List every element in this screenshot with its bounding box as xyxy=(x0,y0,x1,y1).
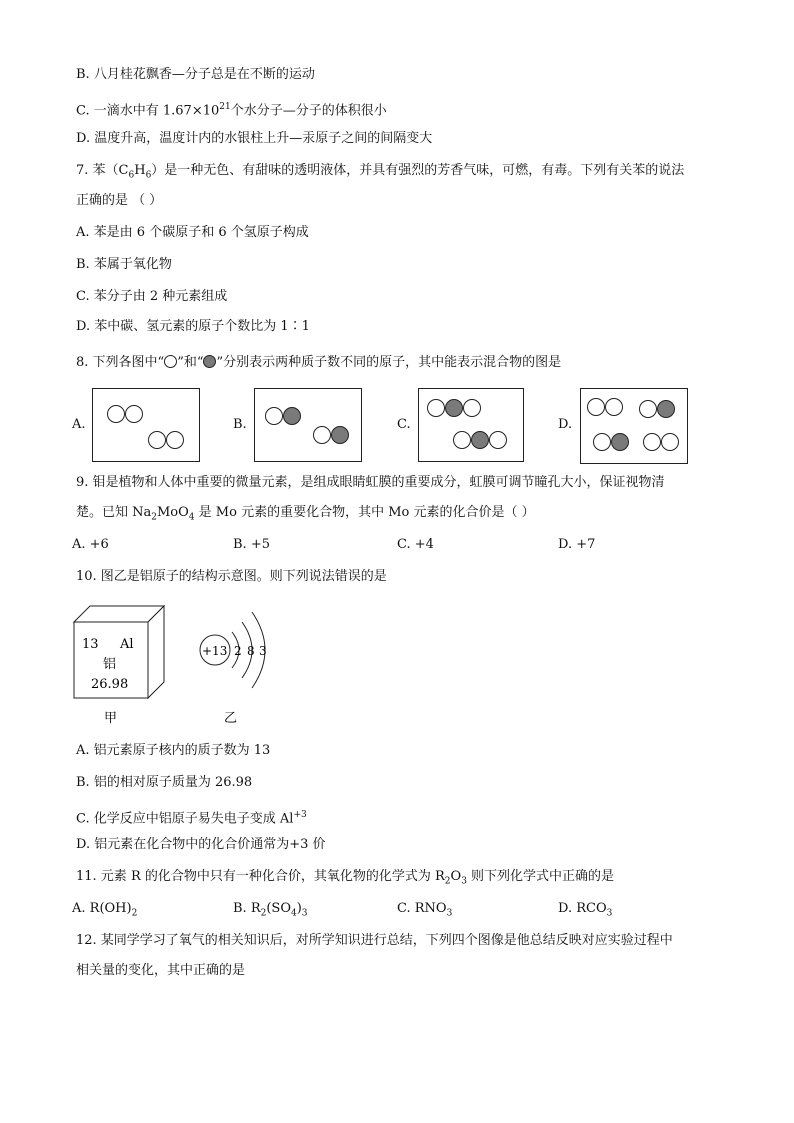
q9-option-c: C. +4 xyxy=(397,537,434,552)
q6-option-b: B. 八月桂花飘香—分子总是在不断的运动 xyxy=(76,67,315,82)
q8-stem: 8. 下列各图中“ ”和“ ”分别表示两种质子数不同的原子，其中能表示混合物的图是 xyxy=(76,355,562,370)
dark-atom-icon xyxy=(611,433,629,451)
white-atom-icon xyxy=(148,431,166,449)
q7-option-c: C. 苯分子由 2 种元素组成 xyxy=(76,289,228,304)
white-atom-icon xyxy=(489,431,507,449)
shell-1-electrons: 2 xyxy=(234,644,242,658)
white-atom-icon xyxy=(125,405,143,423)
white-atom-icon xyxy=(639,400,657,418)
white-atom-icon xyxy=(164,355,177,368)
q10-option-c: C. 化学反应中铝原子易失电子变成 $Al^{+3}$ xyxy=(76,810,307,827)
q11-option-a: A. $R(OH)_2$ xyxy=(72,901,138,919)
atomic-number: 13 xyxy=(82,637,99,652)
q10-stem: 10. 图乙是铝原子的结构示意图。则下列说法错误的是 xyxy=(76,569,387,584)
dark-atom-icon xyxy=(331,426,349,444)
white-atom-icon xyxy=(166,431,184,449)
q9-stem: 9. 钼是植物和人体中重要的微量元素，是组成眼睛虹膜的重要成分，虹膜可调节瞳孔大小，保证视物清 xyxy=(76,475,665,490)
dark-atom-icon xyxy=(471,431,489,449)
q11-stem: 11. 元素 R 的化合物中只有一种化合价，其氧化物的化学式为 $R_2O_3$ 则下列化学式中正确的是 xyxy=(76,869,615,887)
q9-option-a: A. +6 xyxy=(72,537,109,552)
q6-option-c: C. 一滴水中有 $1.67\times 10^{21}$个水分子—分子的体积很小 xyxy=(76,102,387,119)
q8-diagram-d xyxy=(580,388,688,464)
q7-stem-continued: 正确的是 （ ） xyxy=(76,193,163,208)
q8-label-c: C. xyxy=(397,417,411,432)
q12-stem-continued: 相关量的变化，其中正确的是 xyxy=(76,963,246,978)
q9-stem-continued: 楚。已知 $Na_2MoO_4$ 是 Mo 元素的重要化合物，其中 Mo 元素的化合价是（ ） xyxy=(76,505,535,523)
white-atom-icon xyxy=(313,426,331,444)
q8-diagram-b xyxy=(254,388,362,462)
dark-atom-icon xyxy=(203,355,216,368)
white-atom-icon xyxy=(587,398,605,416)
q8-label-b: B. xyxy=(233,417,247,432)
white-atom-icon xyxy=(265,407,283,425)
q10-option-d: D. 铝元素在化合物中的化合价通常为+3 价 xyxy=(76,837,326,852)
q11-option-d: D. $RCO_3$ xyxy=(558,901,613,919)
element-symbol: Al xyxy=(120,637,134,652)
aluminum-figure xyxy=(70,600,290,734)
shell-2-electrons: 8 xyxy=(247,644,255,658)
q8-diagram-a xyxy=(92,388,200,462)
q7-stem: 7. 苯$(C_6H_6)$是一种无色、有甜味的透明液体，并具有强烈的芳香气味，可燃，有毒。下列有关苯的说法 xyxy=(76,163,685,181)
q9-option-b: B. +5 xyxy=(233,537,270,552)
white-atom-icon xyxy=(427,399,445,417)
white-atom-icon xyxy=(453,431,471,449)
dark-atom-icon xyxy=(657,400,675,418)
figure-label-yi: 乙 xyxy=(224,711,238,726)
dark-atom-icon xyxy=(283,407,301,425)
q8-label-d: D. xyxy=(558,417,573,432)
shell-3-electrons: 3 xyxy=(259,644,267,658)
q8-diagram-c xyxy=(418,388,524,462)
white-atom-icon xyxy=(593,433,611,451)
q7-option-b: B. 苯属于氧化物 xyxy=(76,257,172,272)
white-atom-icon xyxy=(661,433,679,451)
white-atom-icon xyxy=(463,399,481,417)
q10-option-b: B. 铝的相对原子质量为 26.98 xyxy=(76,775,253,790)
q12-stem: 12. 某同学学习了氧气的相关知识后，对所学知识进行总结，下列四个图像是他总结反映对应实验过程中 xyxy=(76,933,673,948)
q8-label-a: A. xyxy=(72,417,86,432)
white-atom-icon xyxy=(107,405,125,423)
q10-option-a: A. 铝元素原子核内的质子数为 13 xyxy=(76,743,271,758)
white-atom-icon xyxy=(643,433,661,451)
nuclear-charge: +13 xyxy=(202,644,228,658)
white-atom-icon xyxy=(605,398,623,416)
q9-option-d: D. +7 xyxy=(558,537,596,552)
q11-option-b: B. $R_2(SO_4)_3$ xyxy=(233,901,308,919)
q6-option-d: D. 温度升高，温度计内的水银柱上升—汞原子之间的间隔变大 xyxy=(76,131,433,146)
figure-label-jia: 甲 xyxy=(104,711,118,726)
aluminum-element-cube xyxy=(70,600,290,730)
q7-option-d: D. 苯中碳、氢元素的原子个数比为 1∶1 xyxy=(76,319,310,334)
q7-option-a: A. 苯是由 6 个碳原子和 6 个氢原子构成 xyxy=(76,225,309,240)
dark-atom-icon xyxy=(445,399,463,417)
atomic-mass: 26.98 xyxy=(91,677,129,692)
element-name: 铝 xyxy=(103,657,117,672)
q11-option-c: C. $RNO_3$ xyxy=(397,901,453,919)
